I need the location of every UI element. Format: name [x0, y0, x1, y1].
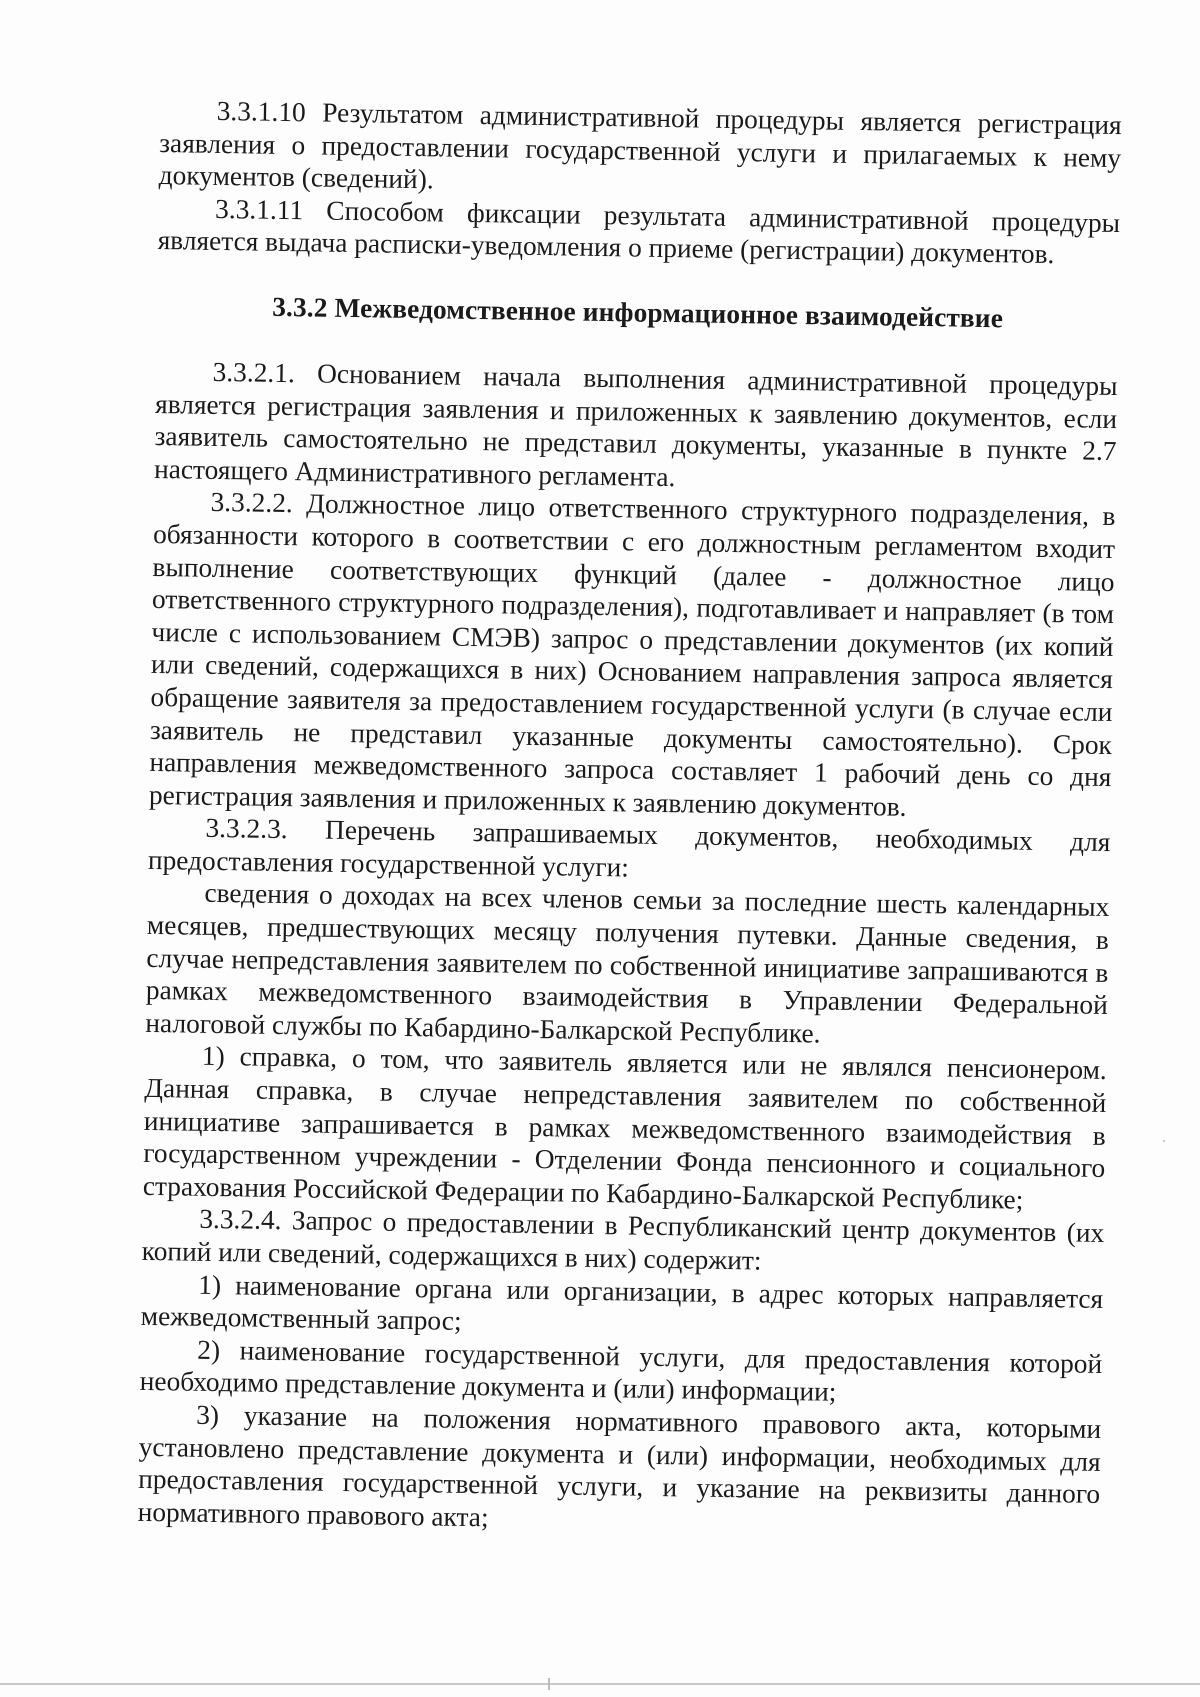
list-item-3: 3) указание на положения нормативного правового акта, которыми установлено представление документа и (или) информации, необходимых для предоставления государственной услуги, и указание на реквизиты данного нормативного правового акта;	[137, 1399, 1102, 1533]
paragraph-3-3-1-11: 3.3.1.11 Способом фиксации результата административной процедуры является выдача расписки-уведомления о приеме (регистрации) документов.	[157, 193, 1121, 270]
document-body	[137, 94, 1121, 1543]
paragraph-3-3-2-2: 3.3.2.2. Должностное лицо ответственного структурного подразделения, в обязанности которого в соответствии с его должностным регламентом входит выполнение соответствующих функций (далее - должностное лицо ответственного структурного подразделения), подготавливает и направляет (в том числе с использованием СМЭВ) запрос о представлении документов (их копий или сведений, содержащихся в них) Основанием направления запроса является обращение заявителя за предоставлением государственной услуги (в случае если заявитель не представил указанные документы самостоятельно). Срок направления межведомственного запроса составляет 1 рабочий день со дня регистрация заявления и приложенных к заявлению документов.	[148, 487, 1116, 822]
scan-speck	[1163, 1140, 1165, 1142]
page-bottom-edge	[0, 1683, 1200, 1685]
paragraph-3-3-2-3: 3.3.2.3. Перечень запрашиваемых документов, необходимых для предоставления государственной услуги:	[147, 813, 1111, 883]
section-heading: 3.3.2 Межведомственное информационное взаимодействие	[272, 291, 1004, 334]
list-item-1: 1) наименование органа или организации, в адрес которых направляется межведомственный запрос;	[140, 1269, 1104, 1337]
list-item-2: 2) наименование государственной услуги, для предоставления которой необходимо представление документа и (или) информации;	[139, 1334, 1103, 1408]
paragraph-income-info: сведения о доходах на всех членов семьи за последние шесть календарных месяцев, предшествующих месяцу получения путевки. Данные сведения, в случае непредставления заявителем по собственной инициативе запрашиваются в рамках межведомственного взаимодействия в Управлении Федеральной налоговой службы по Кабардино-Балкарской Республике.	[145, 878, 1110, 1049]
paragraph-3-3-1-10: 3.3.1.10 Результатом административной процедуры является регистрация заявления о предоставлении государственной услуги и прилагаемых к нему документов (сведений).	[158, 95, 1122, 195]
paragraph-3-3-2-4: 3.3.2.4. Запрос о предоставлении в Республиканский центр документов (их копий или сведений, содержащихся в них) содержит:	[141, 1204, 1105, 1276]
paragraph-pension-certificate: 1) справка, о том, что заявитель является или не являлся пенсионером. Данная справка, в случае непредставления заявителем по собственной инициативе запрашивается в рамках межведомственного взаимодействия в государственном учреждении - Отделении Фонда пенсионного и социального страхования Российской Федерации по Кабардино-Балкарской Республике;	[142, 1041, 1108, 1215]
paragraph-3-3-2-1: 3.3.2.1. Основанием начала выполнения административной процедуры является регистрация заявления и приложенных к заявлению документов, если заявитель самостоятельно не представил документы, указанные в пункте 2.7 настоящего Административного регламента.	[153, 356, 1118, 492]
